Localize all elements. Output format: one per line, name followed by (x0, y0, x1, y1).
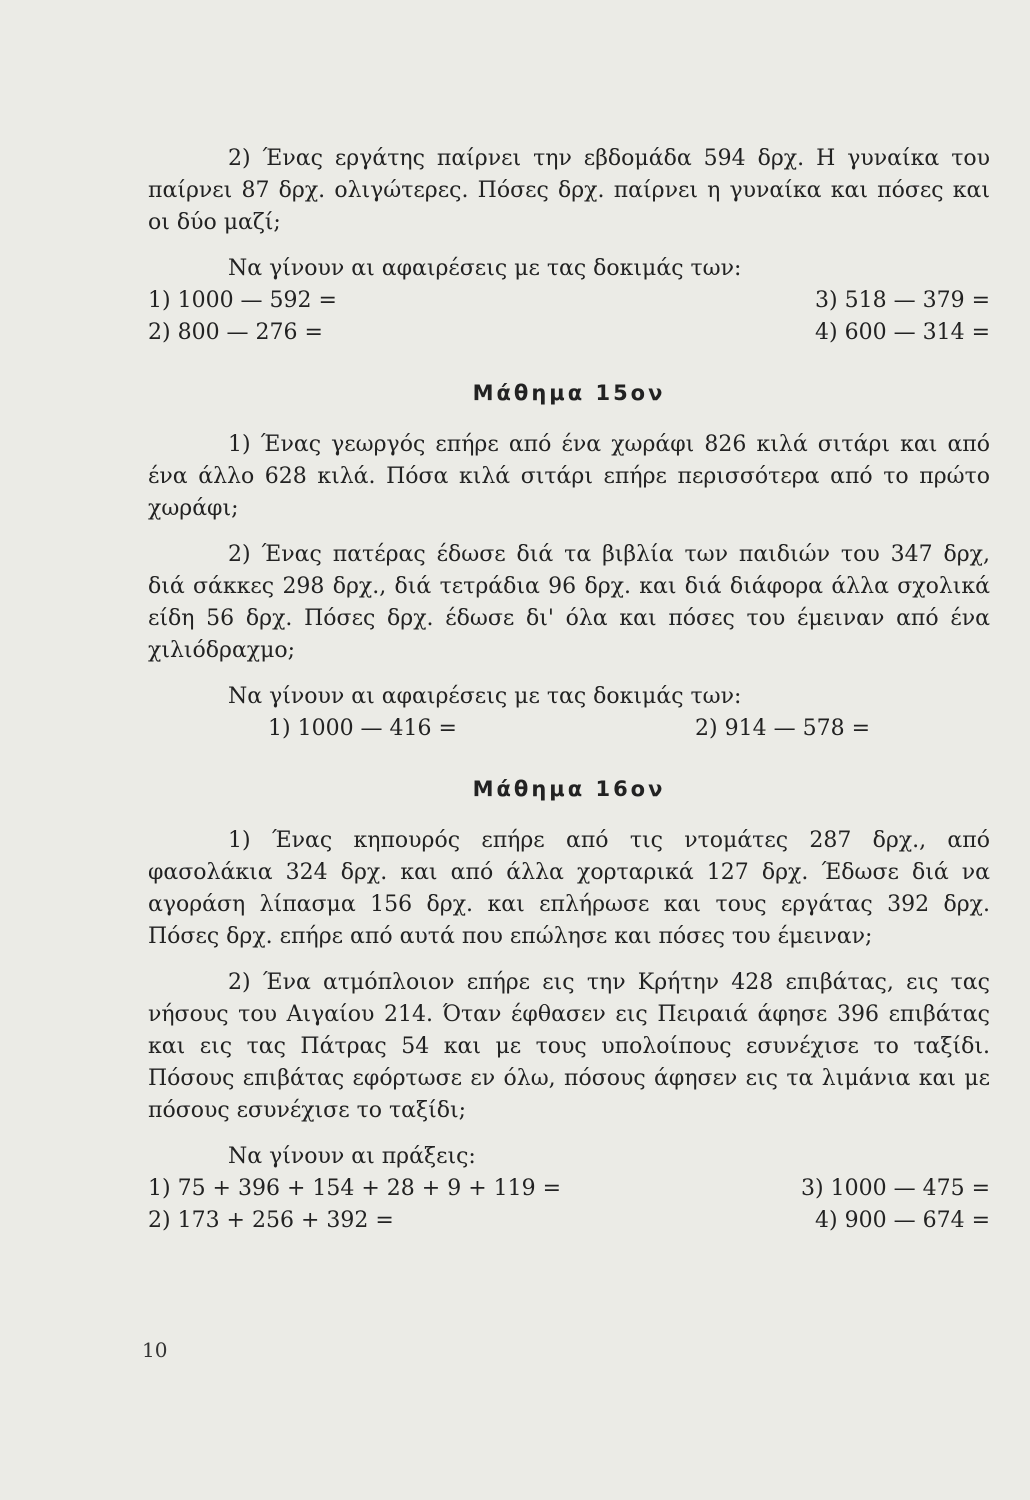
lesson-15-problem-2: 2) Ένας πατέρας έδωσε διά τα βιβλία των παιδιών του 347 δρχ, διά σάκκες 298 δρχ., διά τετράδια 96 δρχ. και διά διάφορα άλλα σχολικά είδη 56 δρχ. Πόσες δρχ. έδωσε δι' όλα και πόσες του έμειναν από ένα χιλιόδραχμο; (148, 542, 990, 663)
lesson-16-heading: Μάθημα 16ον (472, 777, 666, 801)
exercise-item: 3) 1000 — 475 = (801, 1176, 990, 1201)
exercise-item: 4) 900 — 674 = (815, 1208, 990, 1233)
exercise-item: 1) 1000 — 592 = (148, 288, 337, 313)
lesson-15-problem-1: 1) Ένας γεωργός επήρε από ένα χωράφι 826 κιλά σιτάρι και από ένα άλλο 628 κιλά. Πόσα κιλά σιτάρι επήρε περισσότερα από το πρώτο χωράφι; (148, 432, 990, 521)
exercise-row (148, 1205, 990, 1237)
exercise-row (148, 285, 990, 317)
problem-top: 2) Ένας εργάτης παίρνει την εβδομάδα 594 δρχ. Η γυναίκα του παίρνει 87 δρχ. ολιγώτερες. Πόσες δρχ. παίρνει η γυναίκα και πόσες και οι δύο μαζί; (148, 146, 990, 235)
exercise-item: 2) 800 — 276 = (148, 320, 323, 345)
lesson-15-heading: Μάθημα 15ον (472, 381, 666, 405)
exercise-item: 4) 600 — 314 = (815, 320, 990, 345)
exercise-item: 1) 1000 — 416 = (268, 716, 457, 741)
exercise-row (148, 317, 990, 349)
exercise-item: 2) 173 + 256 + 392 = (148, 1208, 394, 1233)
page-number: 10 (142, 1338, 168, 1362)
exercise-item: 2) 914 — 578 = (695, 716, 870, 741)
exercise-item: 3) 518 — 379 = (815, 288, 990, 313)
lesson-16-problem-1: 1) Ένας κηπουρός επήρε από τις ντομάτες 287 δρχ., από φασολάκια 324 δρχ. και από άλλα χορταρικά 127 δρχ. Έδωσε διά να αγοράση λίπασμα 156 δρχ. και επλήρωσε και τους εργάτας 392 δρχ. Πόσες δρχ. επήρε από αυτά που επώλησε και πόσες του έμειναν; (148, 828, 990, 949)
exercise-item: 1) 75 + 396 + 154 + 28 + 9 + 119 = (148, 1176, 562, 1201)
instruction-operations: Να γίνουν αι πράξεις: (228, 1144, 476, 1169)
page-content (148, 143, 990, 1237)
lesson-16-problem-2: 2) Ένα ατμόπλοιον επήρε εις την Κρήτην 428 επιβάτας, εις τας νήσους του Αιγαίου 214. Όταν έφθασεν εις Πειραιά άφησε 396 επιβάτας και εις τας Πάτρας 54 και με τους υπολοίπους εσυνέχισε το ταξίδι. Πόσους επιβάτας εφόρτωσε εν όλω, πόσους άφησεν εις τα λιμάνια και με πόσους εσυνέχισε το ταξίδι; (148, 970, 990, 1123)
instruction-subtractions: Να γίνουν αι αφαιρέσεις με τας δοκιμάς των: (228, 684, 742, 709)
instruction-subtractions: Να γίνουν αι αφαιρέσεις με τας δοκιμάς των: (228, 256, 742, 281)
exercise-row (148, 1173, 990, 1205)
exercise-row (148, 713, 990, 745)
